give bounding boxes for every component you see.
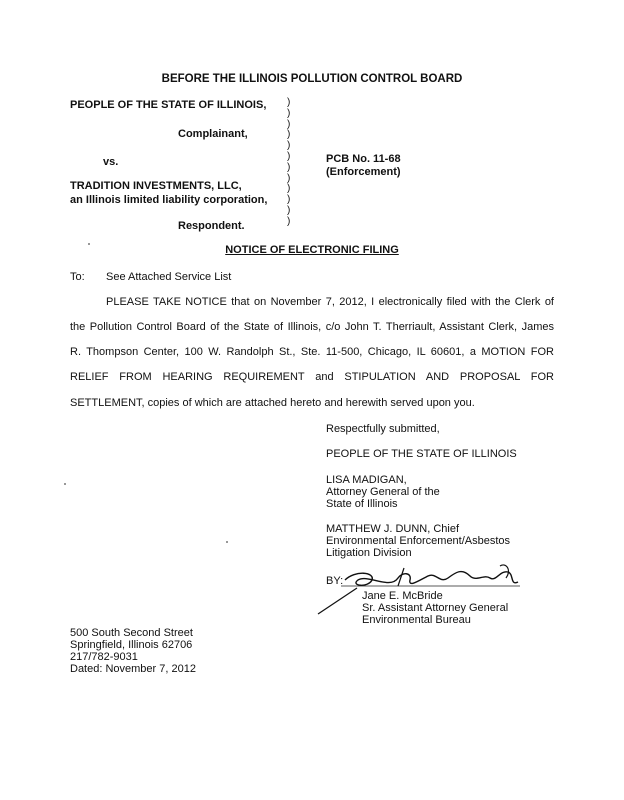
- court-title: BEFORE THE ILLINOIS POLLUTION CONTROL BOARD: [161, 73, 463, 85]
- attorney-general-name: LISA MADIGAN,: [326, 474, 407, 486]
- respondent-label: Respondent.: [178, 220, 245, 232]
- notice-paragraph-line-4: RELIEF FROM HEARING REQUIREMENT and STIPULATION AND PROPOSAL FOR: [70, 371, 554, 383]
- chief-title-1: Environmental Enforcement/Asbestos: [326, 535, 511, 547]
- chief-title-2: Litigation Division: [326, 547, 412, 559]
- signer-title-2: Environmental Bureau: [362, 614, 471, 626]
- case-number: PCB No. 11-68: [326, 153, 401, 165]
- attorney-general-title-2: State of Illinois: [326, 498, 398, 510]
- defendant-name: TRADITION INVESTMENTS, LLC,: [70, 180, 242, 192]
- defendant-description: an Illinois limited liability corporation,: [70, 194, 268, 206]
- notice-paragraph-line-5: SETTLEMENT, copies of which are attached hereto and herewith served upon you.: [70, 397, 475, 409]
- closing: Respectfully submitted,: [326, 423, 440, 435]
- scan-speck: [226, 541, 228, 543]
- notice-paragraph-line-3: R. Thompson Center, 100 W. Randolph St., Ste. 11-500, Chicago, IL 60601, a MOTION FOR: [70, 346, 554, 358]
- to-value: See Attached Service List: [106, 271, 232, 283]
- plaintiff-name: PEOPLE OF THE STATE OF ILLINOIS,: [70, 99, 267, 111]
- to-label: To:: [70, 271, 85, 283]
- by-label: BY:: [326, 575, 344, 587]
- signer-name: Jane E. McBride: [362, 590, 443, 602]
- complainant-label: Complainant,: [178, 128, 248, 140]
- scan-speck: [64, 483, 66, 485]
- party-name: PEOPLE OF THE STATE OF ILLINOIS: [326, 448, 517, 460]
- dated-line: Dated: November 7, 2012: [70, 663, 196, 675]
- notice-paragraph-line-2: the Pollution Control Board of the State of Illinois, c/o John T. Therriault, Assistant Clerk, James: [70, 321, 554, 333]
- chief-name: MATTHEW J. DUNN, Chief: [326, 523, 460, 535]
- signer-title-1: Sr. Assistant Attorney General: [362, 602, 509, 614]
- case-type: (Enforcement): [326, 166, 401, 178]
- notice-heading: NOTICE OF ELECTRONIC FILING: [225, 244, 399, 256]
- caption-parentheses: ) ) ) ) ) ) ) ) ) ) ) ): [287, 97, 291, 227]
- attorney-general-title-1: Attorney General of the: [326, 486, 440, 498]
- address-city: Springfield, Illinois 62706: [70, 639, 193, 651]
- versus-label: vs.: [103, 156, 119, 168]
- address-phone: 217/782-9031: [70, 651, 138, 663]
- address-street: 500 South Second Street: [70, 627, 193, 639]
- notice-paragraph-line-1: PLEASE TAKE NOTICE that on November 7, 2012, I electronically filed with the Clerk of: [106, 296, 554, 308]
- scan-speck: [88, 243, 90, 245]
